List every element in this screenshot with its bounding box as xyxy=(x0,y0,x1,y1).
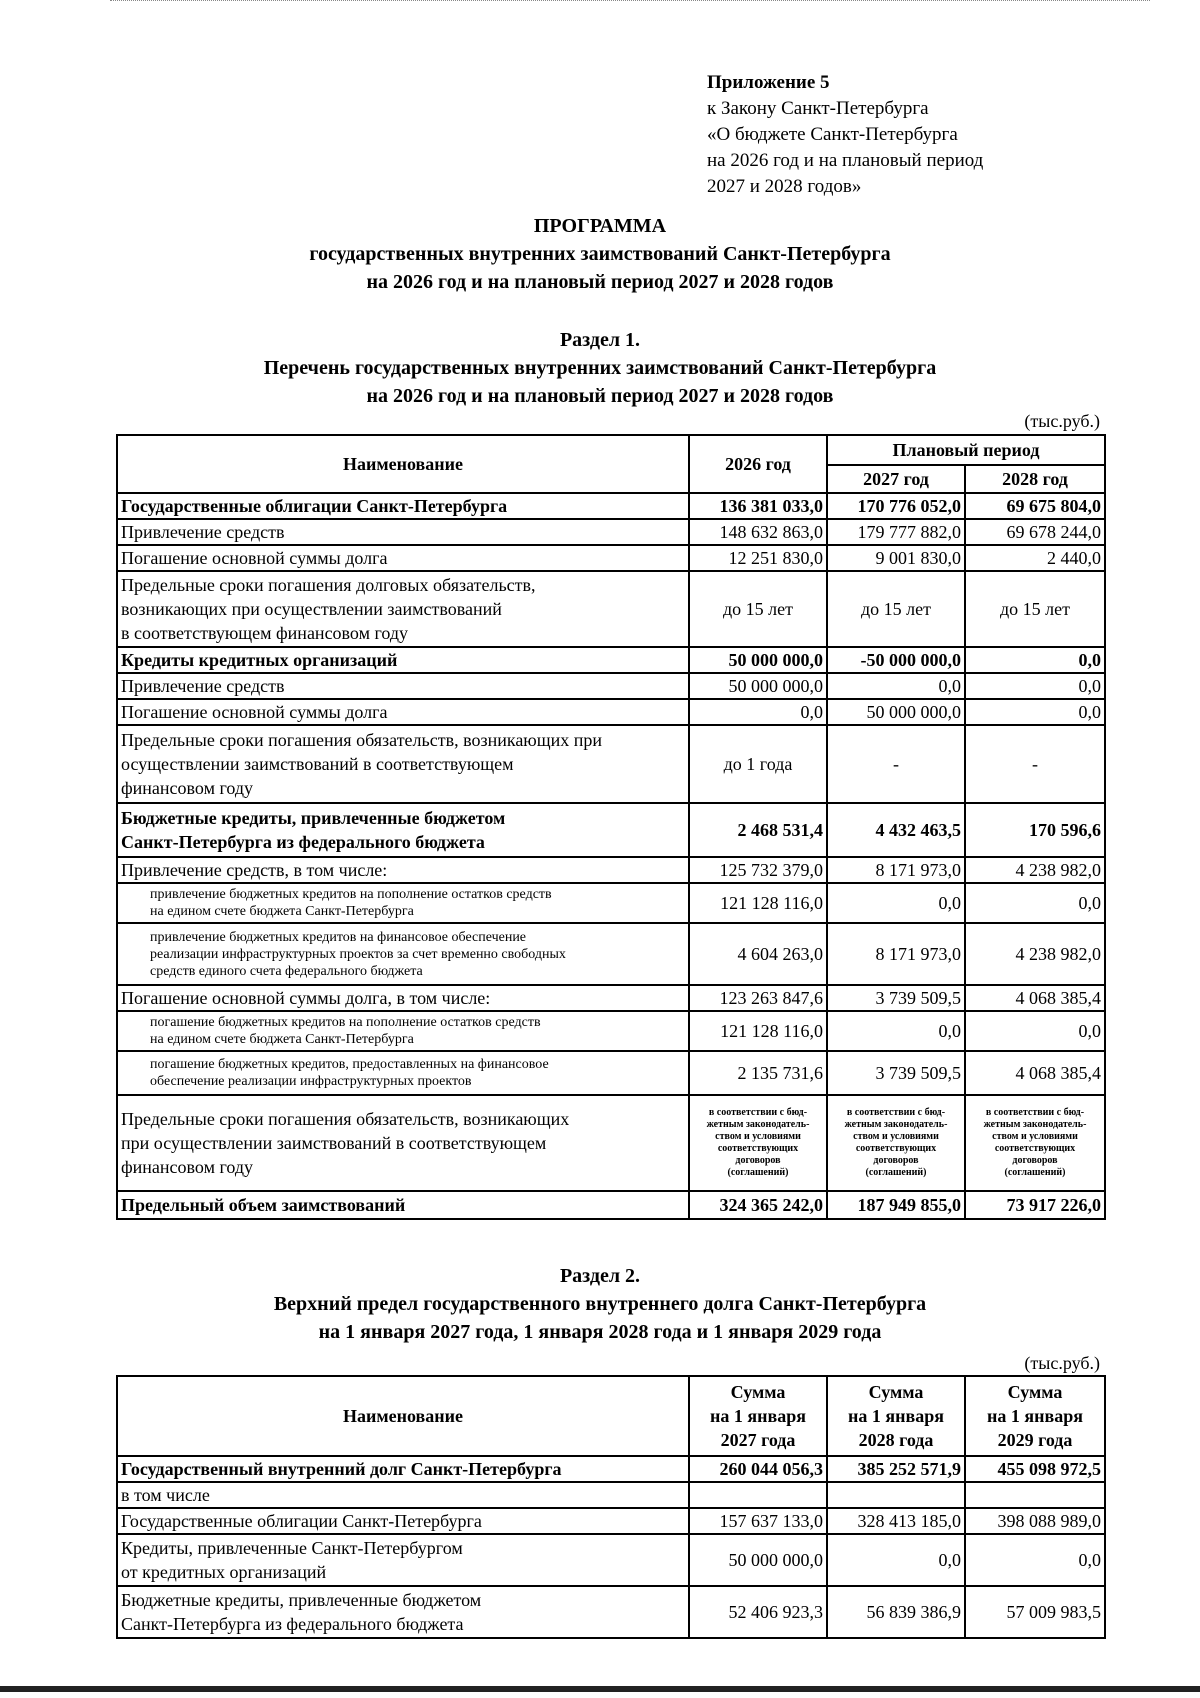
terms-note-line: (соглашений) xyxy=(865,1167,927,1178)
table-row xyxy=(117,1586,1105,1638)
section1-units: (тыс.руб.) xyxy=(1024,411,1100,431)
value-2026: 50 000 000,0 xyxy=(689,673,827,699)
col-header-2028: 2028 год xyxy=(965,465,1105,493)
value-2026: 12 251 830,0 xyxy=(689,545,827,571)
value-2028: 0,0 xyxy=(827,1534,965,1586)
row-name-line: в соответствующем финансовом году xyxy=(121,623,409,643)
table-row xyxy=(117,1456,1105,1482)
value-2026: 4 604 263,0 xyxy=(689,923,827,985)
row-name-line: Санкт-Петербурга из федерального бюджета xyxy=(121,832,485,852)
terms-note-line: в соответствии с бюд- xyxy=(985,1107,1085,1118)
table-row xyxy=(117,1482,1105,1508)
table-row xyxy=(117,1191,1105,1219)
table-row xyxy=(117,647,1105,673)
value-2028: 2 440,0 xyxy=(965,545,1105,571)
program-title-block xyxy=(0,212,1200,296)
table-row xyxy=(117,857,1105,883)
section1-title-block xyxy=(0,326,1200,410)
value-2028: 0,0 xyxy=(965,1011,1105,1051)
col-header-line: Сумма xyxy=(868,1382,924,1402)
value-2029: 57 009 983,5 xyxy=(965,1586,1105,1638)
terms-note-2027 xyxy=(827,1095,965,1191)
value-2029 xyxy=(965,1482,1105,1508)
row-name: Государственные облигации Санкт-Петербурга xyxy=(117,1508,689,1534)
value-2027 xyxy=(689,1482,827,1508)
value-2027: 50 000 000,0 xyxy=(689,1534,827,1586)
row-name: Кредиты кредитных организаций xyxy=(117,647,689,673)
terms-note-line: договоров xyxy=(1012,1155,1058,1166)
row-name-line: на едином счете бюджета Санкт-Петербурга xyxy=(150,1032,414,1047)
value-2027: 8 171 973,0 xyxy=(827,923,965,985)
value-2028: - xyxy=(965,725,1105,803)
col-header-line: 2028 года xyxy=(858,1430,934,1450)
value-2026: 324 365 242,0 xyxy=(689,1191,827,1219)
value-2028: до 15 лет xyxy=(965,571,1105,647)
row-name-line: обеспечение реализации инфраструктурных проектов xyxy=(150,1074,472,1089)
col-header-line: 2029 года xyxy=(997,1430,1073,1450)
section2-heading: Раздел 2. xyxy=(559,1265,641,1287)
value-2029: 0,0 xyxy=(965,1534,1105,1586)
col-header-2029 xyxy=(965,1376,1105,1456)
table-row xyxy=(117,883,1105,923)
value-2027: 3 739 509,5 xyxy=(827,985,965,1011)
terms-note-line: договоров xyxy=(873,1155,919,1166)
value-2026: 148 632 863,0 xyxy=(689,519,827,545)
value-2027: 170 776 052,0 xyxy=(827,493,965,519)
value-2027: 179 777 882,0 xyxy=(827,519,965,545)
value-2027: -50 000 000,0 xyxy=(827,647,965,673)
section2-table xyxy=(116,1375,1106,1639)
value-2026: 50 000 000,0 xyxy=(689,647,827,673)
row-name-line: Предельные сроки погашения обязательств, возникающих при xyxy=(121,730,603,750)
value-2028: 4 238 982,0 xyxy=(965,923,1105,985)
col-header-line: на 1 января xyxy=(848,1406,944,1426)
appendix-title: Приложение 5 xyxy=(707,72,830,93)
value-2028: 170 596,6 xyxy=(965,803,1105,857)
value-2027: 0,0 xyxy=(827,1011,965,1051)
appendix-line: на 2026 год и на плановый период xyxy=(707,150,984,171)
program-subtitle: на 2026 год и на плановый период 2027 и 2028 годов xyxy=(366,271,834,293)
row-name: Погашение основной суммы долга xyxy=(117,545,689,571)
value-2028: 385 252 571,9 xyxy=(827,1456,965,1482)
table-row xyxy=(117,673,1105,699)
row-name-line: от кредитных организаций xyxy=(121,1562,327,1582)
value-2027: 0,0 xyxy=(827,673,965,699)
terms-note-line: жетным законодатель- xyxy=(706,1119,810,1130)
terms-note-line: в соответствии с бюд- xyxy=(846,1107,946,1118)
value-2026: 2 468 531,4 xyxy=(689,803,827,857)
terms-note-line: соответствующих xyxy=(855,1143,937,1154)
section2-title: Верхний предел государственного внутреннего долга Санкт-Петербурга xyxy=(273,1293,927,1315)
value-2028: 4 068 385,4 xyxy=(965,985,1105,1011)
table-row xyxy=(117,545,1105,571)
value-2028: 69 678 244,0 xyxy=(965,519,1105,545)
row-name: Привлечение средств xyxy=(117,519,689,545)
value-2026: 125 732 379,0 xyxy=(689,857,827,883)
appendix-line: к Закону Санкт-Петербурга xyxy=(707,98,929,119)
row-name: Предельный объем заимствований xyxy=(117,1191,689,1219)
value-2026: до 15 лет xyxy=(689,571,827,647)
row-name: в том числе xyxy=(117,1482,689,1508)
value-2027: 187 949 855,0 xyxy=(827,1191,965,1219)
terms-note-line: (соглашений) xyxy=(1004,1167,1066,1178)
section2-title: на 1 января 2027 года, 1 января 2028 года и 1 января 2029 года xyxy=(318,1321,882,1343)
value-2028: 0,0 xyxy=(965,673,1105,699)
col-header-line: на 1 января xyxy=(987,1406,1083,1426)
table-row xyxy=(117,699,1105,725)
col-header-line: Сумма xyxy=(730,1382,786,1402)
table-row xyxy=(117,493,1105,519)
value-2026: 121 128 116,0 xyxy=(689,883,827,923)
value-2027: 52 406 923,3 xyxy=(689,1586,827,1638)
col-header-planned: Плановый период xyxy=(827,435,1105,465)
top-edge-line xyxy=(110,0,1150,4)
terms-note-line: ством и условиями xyxy=(992,1131,1078,1142)
value-2028: 0,0 xyxy=(965,699,1105,725)
section2-title-block xyxy=(0,1262,1200,1346)
value-2026: 0,0 xyxy=(689,699,827,725)
row-name-line: возникающих при осуществлении заимствований xyxy=(121,599,502,619)
terms-note-line: в соответствии с бюд- xyxy=(708,1107,808,1118)
row-name-line: Санкт-Петербурга из федерального бюджета xyxy=(121,1614,464,1634)
col-header-name: Наименование xyxy=(117,435,689,493)
row-name-line: Кредиты, привлеченные Санкт-Петербургом xyxy=(121,1538,463,1558)
section1-heading: Раздел 1. xyxy=(559,329,641,351)
value-2026: 2 135 731,6 xyxy=(689,1051,827,1095)
col-header-2026: 2026 год xyxy=(689,435,827,493)
section1-title: на 2026 год и на плановый период 2027 и 2028 годов xyxy=(366,385,834,407)
row-name xyxy=(117,571,689,647)
table-row xyxy=(117,1051,1105,1095)
terms-note-2026 xyxy=(689,1095,827,1191)
terms-note-line: ством и условиями xyxy=(853,1131,939,1142)
terms-note-line: ством и условиями xyxy=(715,1131,801,1142)
table-row xyxy=(117,923,1105,985)
value-2028: 4 068 385,4 xyxy=(965,1051,1105,1095)
value-2028: 0,0 xyxy=(965,647,1105,673)
section1-table xyxy=(116,434,1106,1220)
appendix-line: 2027 и 2028 годов» xyxy=(707,176,862,197)
value-2026: 136 381 033,0 xyxy=(689,493,827,519)
value-2028: 0,0 xyxy=(965,883,1105,923)
row-name: Погашение основной суммы долга xyxy=(117,699,689,725)
terms-note-line: жетным законодатель- xyxy=(983,1119,1087,1130)
table-row xyxy=(117,725,1105,803)
value-2028 xyxy=(827,1482,965,1508)
value-2027: 260 044 056,3 xyxy=(689,1456,827,1482)
row-name-line: при осуществлении заимствований в соответствующем xyxy=(121,1133,547,1153)
table-row xyxy=(117,1095,1105,1191)
value-2027: 50 000 000,0 xyxy=(827,699,965,725)
col-header-name: Наименование xyxy=(117,1376,689,1456)
col-header-2027 xyxy=(689,1376,827,1456)
row-name-line: средств единого счета федерального бюджета xyxy=(150,963,423,979)
row-name-line: осуществлении заимствований в соответствующем xyxy=(121,754,514,774)
terms-note-line: жетным законодатель- xyxy=(844,1119,948,1130)
row-name-line: на едином счете бюджета Санкт-Петербурга xyxy=(150,904,414,919)
value-2028: 73 917 226,0 xyxy=(965,1191,1105,1219)
value-2027: 8 171 973,0 xyxy=(827,857,965,883)
row-name: Государственный внутренний долг Санкт-Петербурга xyxy=(117,1456,689,1482)
table-row xyxy=(117,1534,1105,1586)
row-name-line: Бюджетные кредиты, привлеченные бюджетом xyxy=(121,808,506,828)
row-name xyxy=(117,1586,689,1638)
value-2027: 0,0 xyxy=(827,883,965,923)
value-2027: 3 739 509,5 xyxy=(827,1051,965,1095)
terms-note-line: соответствующих xyxy=(994,1143,1076,1154)
section2-units: (тыс.руб.) xyxy=(1024,1353,1100,1373)
row-name xyxy=(117,1534,689,1586)
row-name-line: Предельные сроки погашения обязательств, возникающих xyxy=(121,1109,570,1129)
table-row xyxy=(117,1508,1105,1534)
value-2029: 455 098 972,5 xyxy=(965,1456,1105,1482)
table-row xyxy=(117,1011,1105,1051)
row-name xyxy=(117,1011,689,1051)
program-subtitle: государственных внутренних заимствований Санкт-Петербурга xyxy=(309,243,891,265)
value-2027: - xyxy=(827,725,965,803)
terms-note-line: (соглашений) xyxy=(727,1167,789,1178)
row-name-line: привлечение бюджетных кредитов на пополнение остатков средств xyxy=(150,887,552,902)
row-name-line: привлечение бюджетных кредитов на финансовое обеспечение xyxy=(150,929,527,945)
col-header-line: 2027 года xyxy=(720,1430,796,1450)
row-name xyxy=(117,1095,689,1191)
terms-note-2028 xyxy=(965,1095,1105,1191)
row-name: Погашение основной суммы долга, в том числе: xyxy=(117,985,689,1011)
row-name-line: финансовом году xyxy=(121,778,254,798)
table-row xyxy=(117,519,1105,545)
value-2026: 123 263 847,6 xyxy=(689,985,827,1011)
table-row xyxy=(117,985,1105,1011)
program-title: ПРОГРАММА xyxy=(533,215,667,237)
col-header-2028 xyxy=(827,1376,965,1456)
table-row xyxy=(117,571,1105,647)
value-2028: 4 238 982,0 xyxy=(965,857,1105,883)
row-name xyxy=(117,725,689,803)
row-name xyxy=(117,883,689,923)
value-2028: 56 839 386,9 xyxy=(827,1586,965,1638)
row-name xyxy=(117,1051,689,1095)
value-2026: до 1 года xyxy=(689,725,827,803)
table-row xyxy=(117,803,1105,857)
col-header-line: Сумма xyxy=(1007,1382,1063,1402)
value-2026: 121 128 116,0 xyxy=(689,1011,827,1051)
value-2028: 69 675 804,0 xyxy=(965,493,1105,519)
value-2027: до 15 лет xyxy=(827,571,965,647)
row-name: Привлечение средств xyxy=(117,673,689,699)
col-header-2027: 2027 год xyxy=(827,465,965,493)
terms-note-line: договоров xyxy=(735,1155,781,1166)
section1-title: Перечень государственных внутренних заимствований Санкт-Петербурга xyxy=(263,357,937,379)
appendix-block xyxy=(707,70,983,200)
row-name: Государственные облигации Санкт-Петербурга xyxy=(117,493,689,519)
value-2029: 398 088 989,0 xyxy=(965,1508,1105,1534)
row-name xyxy=(117,923,689,985)
row-name-line: погашение бюджетных кредитов на пополнение остатков средств xyxy=(150,1015,541,1030)
row-name-line: Предельные сроки погашения долговых обязательств, xyxy=(121,575,536,595)
appendix-line: «О бюджете Санкт-Петербурга xyxy=(707,124,958,145)
row-name-line: реализации инфраструктурных проектов за счет временно свободных xyxy=(150,946,566,962)
bottom-edge-line xyxy=(0,1686,1200,1692)
row-name-line: финансовом году xyxy=(121,1157,254,1177)
row-name: Привлечение средств, в том числе: xyxy=(117,857,689,883)
value-2027: 157 637 133,0 xyxy=(689,1508,827,1534)
value-2027: 9 001 830,0 xyxy=(827,545,965,571)
value-2028: 328 413 185,0 xyxy=(827,1508,965,1534)
row-name-line: погашение бюджетных кредитов, предоставленных на финансовое xyxy=(150,1057,549,1072)
row-name xyxy=(117,803,689,857)
value-2027: 4 432 463,5 xyxy=(827,803,965,857)
col-header-line: на 1 января xyxy=(710,1406,806,1426)
row-name-line: Бюджетные кредиты, привлеченные бюджетом xyxy=(121,1590,482,1610)
terms-note-line: соответствующих xyxy=(717,1143,799,1154)
